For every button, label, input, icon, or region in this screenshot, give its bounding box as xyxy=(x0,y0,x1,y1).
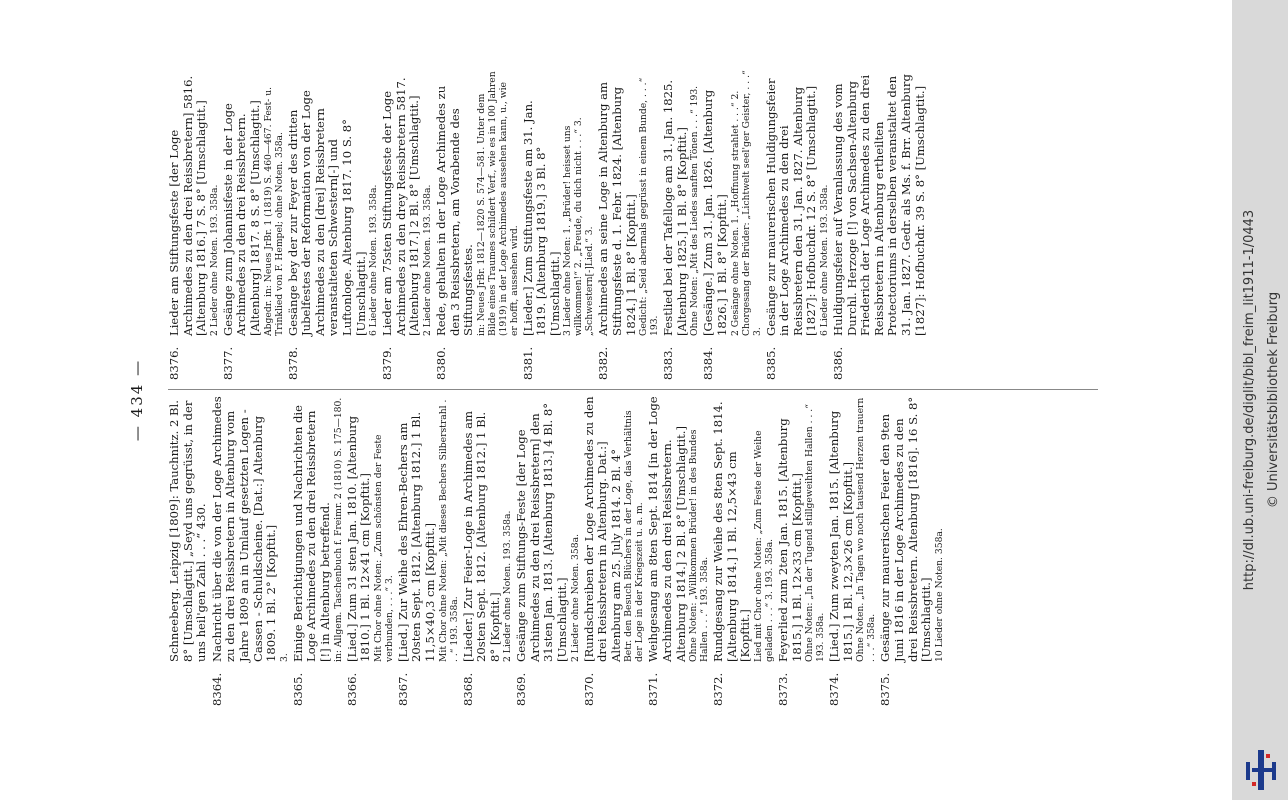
entry-note: in: Neues JrBr. 1812—1820 S. 574—581. Unter dem Bilde eines Traumes schildert Verf., wie es in 100 Jahren (1919) in der Loge Archimedes aussehen kann, u., wie er hofft, aussehen wird. xyxy=(475,71,520,336)
entry-note: 10 Lieder ohne Noten. 358a. xyxy=(933,528,945,662)
entry-note: Gedicht: „Seid abermals gegrüsst in einem Bunde, . . .“ 193. xyxy=(638,77,661,336)
entry-number: 8381. xyxy=(520,346,535,380)
entry-note: Lied mit Chor ohne Noten: „Zum Feste der Weihe geladen . . .“ 3. 193. 358a. xyxy=(753,430,775,662)
entry-text: Gesänge zum Stiftungs-Feste [der Loge Archimedes zu den drei Reissbretern] den 31sten Jan. 1813. [Altenburg 1813.] 4 Bl. 8° [Umschlagtit.] xyxy=(514,402,570,662)
entry-note: in: Allgem. Taschenbuch f. Freimr. 2 (1810) S. 175—180. xyxy=(332,397,344,662)
page-number: — 434 — xyxy=(128,358,146,442)
entry-text: Weihgesang am 8ten Sept. 1814 [in der Loge Archimedes zu den drei Reissbretern. Altenburg 1814.] 2 Bl. 8° [Umschlagtit.] xyxy=(646,396,688,662)
catalog-entry xyxy=(702,70,762,380)
catalog-entry xyxy=(712,396,775,706)
entry-text: Gesänge bey der zur Feyer des dritten Jubelfestes der Reformation von der Loge Archimedes zu den [drei] Reissbretern veranstalteten Schwestern[-] und Luftonloge. Altenburg 1817. 10 S. 8° [Umschlagtit.] xyxy=(285,90,368,336)
catalog-entry xyxy=(381,70,433,380)
catalog-entry xyxy=(435,70,520,380)
entry-text: [Lieder.] Zur Feier-Loge in Archimedes am 20sten Sept. 1812. [Altenburg 1812.] 1 Bl. 8° [Kopftit.] xyxy=(460,410,502,662)
entry-text: [Lieder.] Zum Stiftungsfeste am 31. Jan. 1819. [Altenburg 1819.] 3 Bl. 8° [Umschlagtit.] xyxy=(520,100,562,336)
source-url[interactable]: http://dl.ub.uni-freiburg.de/diglit/bibl_freim_lit1911-1/0443 xyxy=(1242,209,1257,591)
entry-note: Ohne Noten: „In der Tugend stillgeweihten Hallen . . .“ 193. 358a. xyxy=(804,404,827,662)
entry-text: Nachricht über die von der Loge Archimedes zu den drei Reissbretern in Altenburg vom Jahre 1809 an in Umlauf gesetzten Logen - Cassen - Schuldscheine. [Dat.:] Altenburg 1809. 1 Bl. 2° [Kopftit.] xyxy=(209,396,279,662)
entry-text: Festlied bei der Tafelloge am 31. Jan. 1825. [Altenburg 1825.] 1 Bl. 8° [Kopftit.] xyxy=(661,79,689,336)
catalog-entry xyxy=(828,396,877,706)
entry-number: 8385. xyxy=(763,346,778,380)
catalog-entry xyxy=(515,396,580,706)
entry-note: 2 Lieder ohne Noten. 193. 358a. xyxy=(421,184,433,336)
entry-number: 8384. xyxy=(701,346,716,380)
catalog-entry xyxy=(522,70,596,380)
catalog-entry xyxy=(346,396,395,706)
entry-text: Gesänge zum Johannisfeste in der Loge Archimedes zu den drei Reissbretern. [Altenburg] 1817. 8 S. 8° [Umschlagtit.] xyxy=(220,100,262,336)
entry-number: 8386. xyxy=(831,346,845,380)
entry-number: 8377. xyxy=(220,346,235,380)
entry-note: 3 Lieder ohne Noten: 1. „Brüder! heisset uns willkommen!“ 2. „Freude, du dich nicht . . .“ 3. „Schwestern[-]Lied.“ 3. xyxy=(562,117,596,336)
entry-note: 2 Lieder ohne Noten. 193. 358a. xyxy=(502,510,514,662)
catalog-entry xyxy=(168,70,220,380)
entry-text: Lieder am Stiftungsfeste [der Loge Archimedes zu den drei Reissbretern] 5816. [Altenburg 1816.] 7 S. 8° [Umschlagtit.] xyxy=(167,75,209,336)
entry-number: 8366. xyxy=(344,672,359,706)
entry-text: Huldigungsfeier auf Veranlassung des vom Durchl. Herzoge [!] von Sachsen-Altenburg Friederich der Loge Archimedes zu den drei Reissbretern in Altenburg ertheilten Protectoriums in derselben veranstaltet den 31. Jan. 1827. Gedr. als Ms. f. Brr. Altenburg [1827]: Hofbuchdr. 39 S. 8° [Umschlagtit.] xyxy=(831,74,927,336)
entry-note: 6 Lieder ohne Noten. 193. 358a. xyxy=(368,184,380,336)
catalog-entry xyxy=(765,70,830,380)
entry-text: Einige Berichtigungen und Nachrichten die Loge Archimedes zu den drei Reissbretern [!] in Altenburg betreffend. xyxy=(290,405,332,662)
entry-number: 8378. xyxy=(285,346,300,380)
entry-text: [Gesänge.] Zum 31. Jan. 1826. [Altenburg 1826.] 1 Bl. 8° [Kopftit.] xyxy=(701,89,730,336)
entry-text: Lieder am 75sten Stiftungsfeste der Loge Archimedes zu den drey Reissbretern 5817. [Altenburg 1817.] 2 Bl. 8° [Umschlagtit.] xyxy=(380,77,422,336)
entry-note: Ohne Noten. „In Tagen wo noch tausend Herzen trauern . . .“ 358a. xyxy=(855,397,878,662)
entry-number: 8371. xyxy=(646,672,661,706)
left-column xyxy=(168,396,947,706)
entry-text: Rede, gehalten in der Loge Archimedes zu den 3 Reissbretern, am Vorabende des Stiftungsfestes. xyxy=(433,85,476,336)
catalog-entry xyxy=(777,396,826,706)
entry-number: 8372. xyxy=(711,672,726,706)
entry-text: [Lied.] Zum 31 sten Jan. 1810. [Altenburg 1810.] 1 Bl. 12×41 cm [Kopftit.] xyxy=(344,415,373,662)
catalog-entry xyxy=(211,396,290,706)
entry-note: Ohne Noten: „Mit des Liedes sanften Tönen . . .“ 193. xyxy=(689,85,701,336)
entry-note: Betr. den Besuch Blüchers in der Loge, das Verhältnis der Loge in der Kriegszeit u. a. m. xyxy=(623,410,646,662)
catalog-entry xyxy=(397,396,460,706)
catalog-entry xyxy=(647,396,710,706)
catalog-entry xyxy=(222,70,285,380)
column-divider xyxy=(168,389,1098,390)
entry-number: 8364. xyxy=(209,672,224,706)
entry-number: 8369. xyxy=(514,672,529,706)
entry-number: 8367. xyxy=(395,672,410,706)
entry-note: Ohne Noten: „Willkommen Brüder! in des Bundes Hallen . . .“ 193. 358a. xyxy=(688,429,711,662)
catalog-entry xyxy=(879,396,944,706)
entry-note: Mit Chor ohne Noten: „Mit dieses Bechers Silberstrahl . . .“ 193. 358a. xyxy=(437,399,460,662)
entry-number: 8365. xyxy=(290,672,305,706)
entry-note: 2 Gesänge ohne Noten. 1. „Hoffnung strahlet . . .“ 2. Chorgesang der Brüder: „Lichtwelt seel'ger Geister, . . .“ 3. xyxy=(729,70,763,336)
catalog-entry xyxy=(832,70,927,380)
entry-text: [Lied.] Zur Weihe des Ehren-Bechers am 20sten Sept. 1812. [Altenburg 1812.] 1 Bl. 11,5×40,3 cm [Kopftit.] xyxy=(395,411,437,662)
entry-number: 8379. xyxy=(380,346,395,380)
entry-text: Rundgesang zur Weihe des 8ten Sept. 1814. [Altenburg 1814.] 1 Bl. 12,5×43 cm [Kopftit.] xyxy=(711,401,753,662)
entry-number: 8374. xyxy=(827,672,842,706)
entry-note: 6 Lieder ohne Noten. 193. 358a. xyxy=(819,184,830,336)
catalog-entry xyxy=(287,70,380,380)
entry-text: Feyerlied zum 2ten Jan. 1815. [Altenburg 1815.] 1 Bl. 12×33 cm [Kopftit.] xyxy=(776,418,804,662)
right-column xyxy=(168,70,929,380)
entry-note: Mit Chor ohne Noten: „Zum schönsten der Feste verbunden, . . .“ 3. xyxy=(372,434,395,662)
catalog-entry xyxy=(292,396,344,706)
entry-text: Gesänge zur maurerischen Feier den 9ten Juni 1816 in der Loge Archimedes zu den drei Reissbretern. Altenburg [1816]. 16 S. 8° [Umschlagtit.] xyxy=(878,396,934,662)
entry-note: 3. xyxy=(278,653,290,662)
copyright-notice: © Universitätsbibliothek Freiburg xyxy=(1266,291,1281,509)
entry-number: 8375. xyxy=(878,672,893,706)
entry-number: 8382. xyxy=(596,346,611,380)
entry-text: Archimedes an seine Loge in Altenburg am Stiftungsfeste d. 1. Febr. 1824. [Altenburg 1824.] 1 Bl. 8° [Kopftit.] xyxy=(596,82,638,336)
entry-text: [Lied.] Zum zweyten Jan. 1815. [Altenburg 1815.] 1 Bl. 12,3×26 cm [Kopftit.] xyxy=(827,410,855,662)
catalog-entry xyxy=(462,396,514,706)
entry-number: 8376. xyxy=(167,346,181,380)
catalog-entry xyxy=(597,70,660,380)
entry-note: 2 Lieder ohne Noten. 358a. xyxy=(569,534,581,662)
entry-number: 8373. xyxy=(776,672,790,706)
catalog-entry xyxy=(662,70,700,380)
entry-number: 8383. xyxy=(661,346,676,380)
viewer-sidebar xyxy=(1232,0,1288,800)
continuation-text: Schneeberg. Leipzig [1809]: Tauchnitz. 2 Bl. 8° [Umschlagtit.] „Seyd uns gegrüsst, in der uns heil'gen Zahl . . .“ 430. xyxy=(167,400,209,662)
entry-number: 8370. xyxy=(581,672,596,706)
catalog-entry xyxy=(583,396,646,706)
entry-note: Abgedr. in: Neues JrBr. 1 (1819) S. 460—467. Fest- u. Trinklied von F. Hempel; ohne Noten. 358a. xyxy=(262,86,285,336)
entry-note: 2 Lieder ohne Noten. 193. 358a. xyxy=(208,184,220,336)
entry-text: [Rundschreiben der Loge Archimedes zu den drei Reissbretern in Altenburg. Dat.:] Altenburg am 25. July 1814. 2 Bl. 4° xyxy=(581,396,623,662)
entry-text: Gesänge zur maurerischen Huldigungsfeier in der Loge Archimedes zu den drei Reissbretern den 31. Jan. 1827. Altenburg [1827]: Hofbuchdr. 12 S. 8° [Umschlagtit.] xyxy=(763,78,819,336)
entry-number: 8380. xyxy=(433,346,448,380)
entry-number: 8368. xyxy=(460,672,475,706)
library-logo-icon xyxy=(1240,748,1284,792)
